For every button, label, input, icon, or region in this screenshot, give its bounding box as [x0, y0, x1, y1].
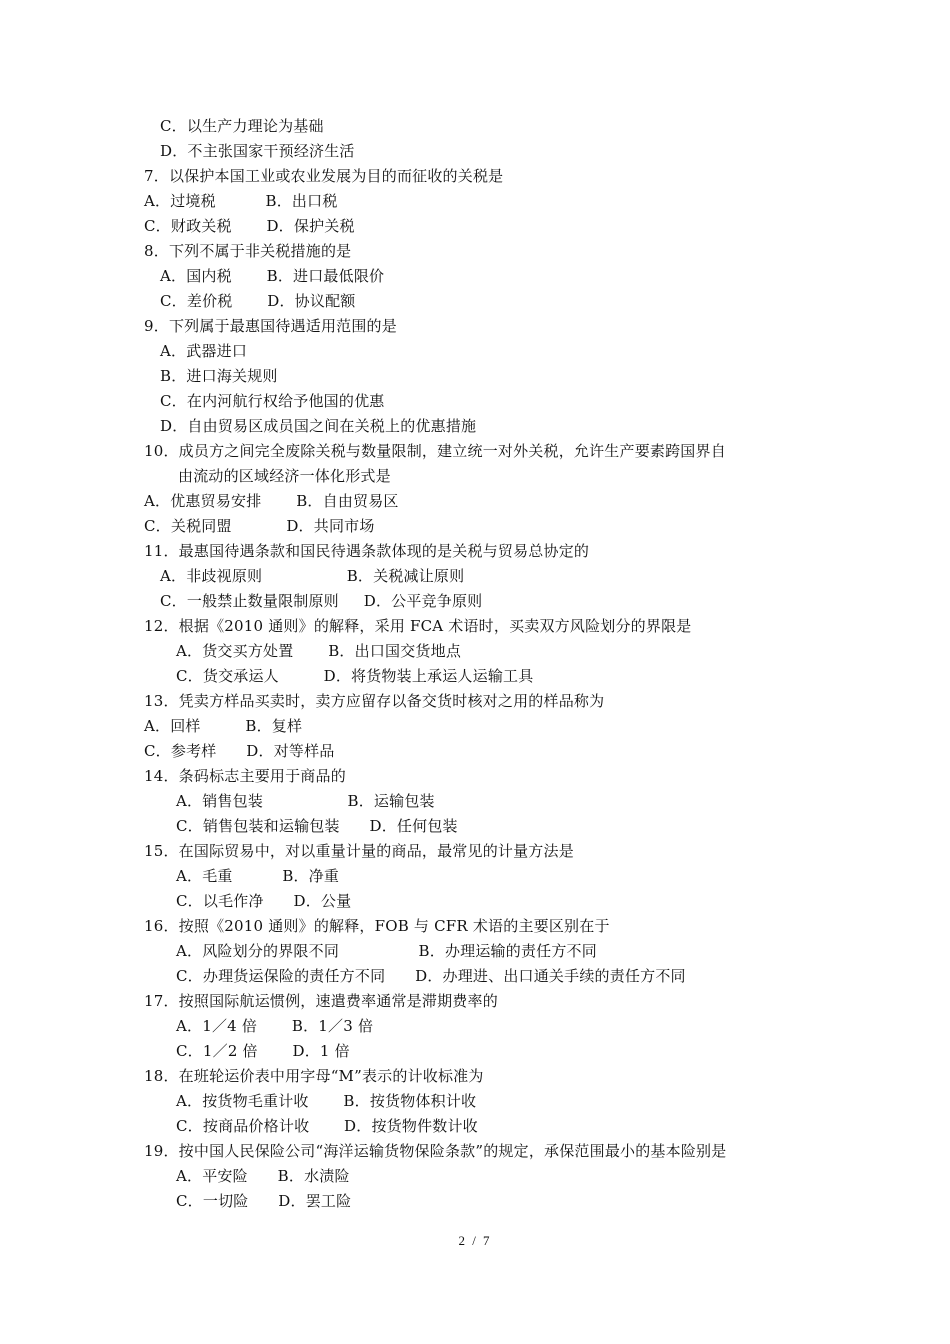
text-line: D．不主张国家干预经济生活 — [160, 142, 355, 160]
options-line: C．参考样 D．对等样品 — [144, 742, 335, 760]
options-line: C．货交承运人 D．将货物装上承运人运输工具 — [176, 667, 534, 685]
options-line: C．销售包装和运输包装 D．任何包装 — [176, 817, 458, 835]
options-line: A．过境税 B．出口税 — [144, 192, 338, 210]
options-line: C．在内河航行权给予他国的优惠 — [160, 392, 385, 410]
question-text: 14．条码标志主要用于商品的 — [144, 767, 346, 785]
options-line: A．国内税 B．进口最低限价 — [160, 267, 385, 285]
question-text: 19．按中国人民保险公司“海洋运输货物保险条款”的规定，承保范围最小的基本险别是 — [144, 1142, 727, 1160]
options-line: C．一切险 D．罢工险 — [176, 1192, 352, 1210]
options-line: A．货交买方处置 B．出口国交货地点 — [176, 642, 462, 660]
question-text: 10．成员方之间完全废除关税与数量限制，建立统一对外关税，允许生产要素跨国界自 — [144, 442, 726, 460]
options-line: A．非歧视原则 B．关税减让原则 — [160, 567, 465, 585]
options-line: C．按商品价格计收 D．按货物件数计收 — [176, 1117, 478, 1135]
question-text: 16．按照《2010 通则》的解释，FOB 与 CFR 术语的主要区别在于 — [144, 917, 610, 935]
options-line: C．一般禁止数量限制原则 D．公平竞争原则 — [160, 592, 483, 610]
options-line: A．平安险 B．水渍险 — [176, 1167, 350, 1185]
question-text: 8．下列不属于非关税措施的是 — [144, 242, 352, 260]
question-text: 7．以保护本国工业或农业发展为目的而征收的关税是 — [144, 167, 504, 185]
options-line: A．毛重 B．净重 — [176, 867, 340, 885]
question-text: 18．在班轮运价表中用字母“M”表示的计收标准为 — [144, 1067, 484, 1085]
options-line: A．1／4 倍 B．1／3 倍 — [176, 1017, 374, 1035]
page-number: 2 / 7 — [458, 1233, 492, 1248]
options-line: C．差价税 D．协议配额 — [160, 292, 356, 310]
options-line: A．按货物毛重计收 B．按货物体积计收 — [176, 1092, 477, 1110]
question-text: 15．在国际贸易中，对以重量计量的商品，最常见的计量方法是 — [144, 842, 574, 860]
options-line: D．自由贸易区成员国之间在关税上的优惠措施 — [160, 417, 477, 435]
question-text: 11．最惠国待遇条款和国民待遇条款体现的是关税与贸易总协定的 — [144, 542, 590, 560]
options-line: A．武器进口 — [160, 342, 248, 360]
question-text: 12．根据《2010 通则》的解释，采用 FCA 术语时，买卖双方风险划分的界限是 — [144, 617, 692, 635]
options-line: A．风险划分的界限不同 B．办理运输的责任方不同 — [176, 942, 597, 960]
question-text: 9．下列属于最惠国待遇适用范围的是 — [144, 317, 397, 335]
options-line: C．办理货运保险的责任方不同 D．办理进、出口通关手续的责任方不同 — [176, 967, 686, 985]
options-line: A．优惠贸易安排 B．自由贸易区 — [144, 492, 399, 510]
options-line: A．销售包装 B．运输包装 — [176, 792, 435, 810]
question-text: 13．凭卖方样品买卖时，卖方应留存以备交货时核对之用的样品称为 — [144, 692, 605, 710]
options-line: C．1／2 倍 D．1 倍 — [176, 1042, 350, 1060]
question-text: 17．按照国际航运惯例，速遣费率通常是滞期费率的 — [144, 992, 498, 1010]
text-line: C．以生产力理论为基础 — [160, 117, 324, 135]
options-line: C．关税同盟 D．共同市场 — [144, 517, 375, 535]
options-line: A．回样 B．复样 — [144, 717, 303, 735]
options-line: B．进口海关规则 — [160, 367, 278, 385]
options-line: C．财政关税 D．保护关税 — [144, 217, 355, 235]
question-text-continued: 由流动的区域经济一体化形式是 — [178, 467, 391, 485]
options-line: C．以毛作净 D．公量 — [176, 892, 352, 910]
